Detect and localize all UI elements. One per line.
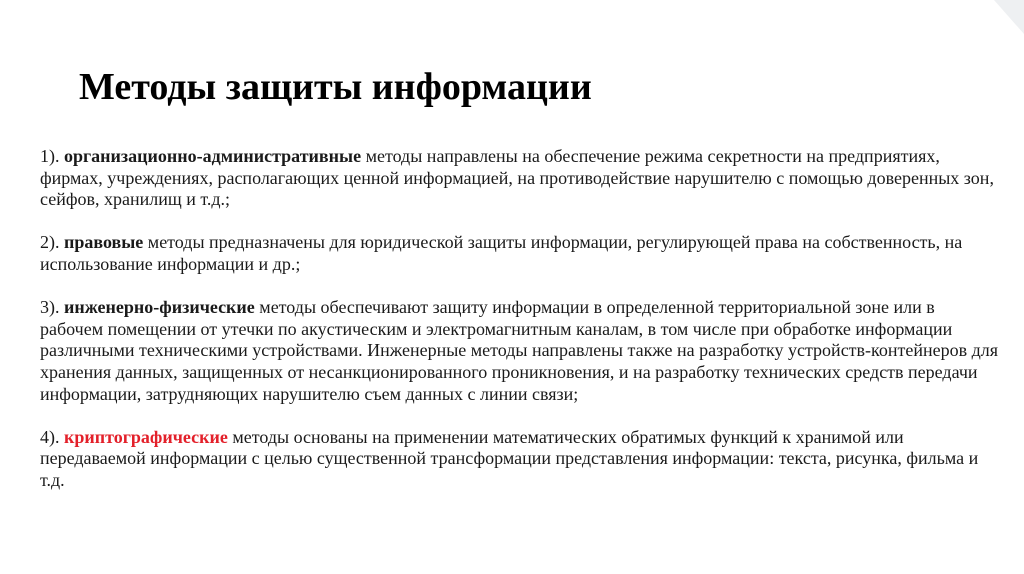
paragraph-number: 2). — [40, 232, 64, 253]
paragraph-text: методы предназначены для юридической защиты информации, регулирующей права на собственность, на использование информации и др.; — [40, 232, 963, 274]
keyword-legal: правовые — [64, 232, 144, 253]
paragraph-legal — [40, 232, 1000, 275]
paragraph-text: методы основаны на применении математических обратимых функций к хранимой или передаваемой информации с целью существенной трансформации представления информации: текста, рисунка, фильма и т.д. — [40, 426, 979, 490]
paragraph-text: методы обеспечивают защиту информации в определенной территориальной зоне или в рабочем помещении от утечки по акустическим и электромагнитным каналам, в том числе при обработке информации различными техническими устройствами. Инженерные методы направлены также на разработку устройств-контейнеров для хранения данных, защищенных от несанкционированного проникновения, и на разработку технических средств передачи информации, затрудняющих нарушителю съем данных с линии связи; — [40, 297, 999, 404]
paragraph-number: 3). — [40, 297, 64, 318]
slide-title: Методы защиты информации — [79, 66, 592, 108]
paragraph-number: 4). — [40, 426, 64, 447]
paragraph-organizational — [40, 146, 1000, 211]
paragraph-engineering — [40, 297, 1000, 405]
corner-decoration — [994, 0, 1024, 34]
paragraph-cryptographic — [40, 427, 1000, 492]
keyword-cryptographic: криптографические — [64, 426, 228, 447]
paragraph-number: 1). — [40, 146, 64, 166]
keyword-engineering: инженерно-физические — [64, 297, 255, 318]
slide-body — [40, 146, 1000, 492]
keyword-organizational: организационно-административные — [64, 146, 362, 166]
paragraph-text: методы направлены на обеспечение режима секретности на предприятиях, фирмах, учреждениях, располагающих ценной информацией, на противодействие нарушителю с помощью доверенных зон, сейфов, хранилищ и т.д.; — [40, 146, 994, 210]
